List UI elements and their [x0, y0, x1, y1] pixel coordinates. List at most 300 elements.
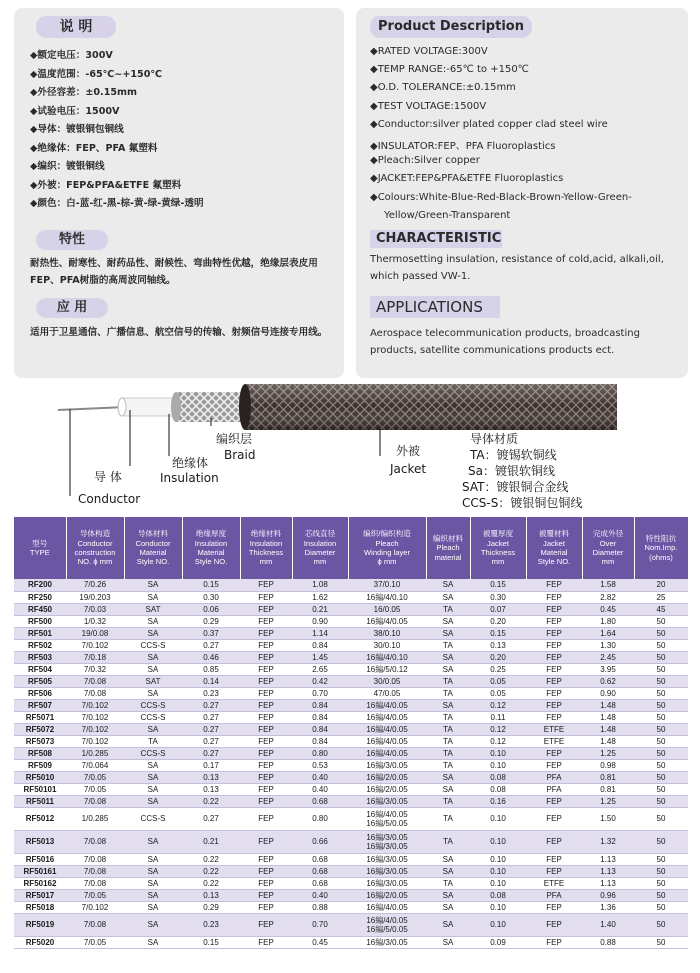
table-row: [14, 877, 688, 889]
column-header-line: Style NO.: [194, 557, 228, 567]
table-cell: RF5020: [14, 936, 66, 948]
table-cell: 7/0.26: [66, 579, 124, 591]
table-cell: 50: [634, 675, 688, 687]
table-cell: RF509: [14, 759, 66, 771]
table-cell: 50: [634, 865, 688, 877]
table-cell: FEP: [526, 807, 582, 830]
column-header-line: construction: [74, 548, 116, 557]
column-header: [66, 517, 124, 579]
table-cell-line: 16編/5/0.05: [366, 924, 408, 934]
table-cell: 1.62: [292, 591, 348, 603]
table-cell: FEP: [526, 936, 582, 948]
table-cell: TA: [426, 830, 470, 853]
table-cell: SA: [426, 699, 470, 711]
table-cell: 7/0.08: [66, 795, 124, 807]
table-cell: 0.81: [582, 783, 634, 795]
column-header-line: Pleach: [375, 538, 399, 548]
table-cell: 0.08: [470, 889, 526, 901]
table-cell: 16編/3/0.05: [348, 936, 426, 948]
table-cell: FEP: [526, 699, 582, 711]
table-cell: 47/0.05: [348, 687, 426, 699]
column-header-line: 绝缘厚度: [195, 529, 227, 539]
column-header-line: Insulation: [303, 538, 337, 548]
table-cell: 50: [634, 901, 688, 913]
table-cell: 0.13: [182, 783, 240, 795]
table-cell: RF500: [14, 615, 66, 627]
table-cell: PFA: [526, 771, 582, 783]
table-cell: SA: [124, 591, 182, 603]
table-cell: 0.21: [182, 830, 240, 853]
table-cell: 0.84: [292, 639, 348, 651]
table-cell: RF5071: [14, 711, 66, 723]
table-row: [14, 591, 688, 603]
table-cell: 0.20: [470, 615, 526, 627]
table-cell: FEP: [240, 663, 292, 675]
column-header-line: Diameter: [592, 548, 624, 557]
table-cell: FEP: [240, 807, 292, 830]
table-cell: RF5011: [14, 795, 66, 807]
table-cell: SA: [124, 627, 182, 639]
table-cell: 37/0.10: [348, 579, 426, 591]
table-cell: TA: [426, 675, 470, 687]
table-cell: 7/0.08: [66, 687, 124, 699]
table-cell: 1.08: [292, 579, 348, 591]
table-cell: 50: [634, 771, 688, 783]
table-cell: 50: [634, 783, 688, 795]
table-cell: 16編/2/0.05: [348, 889, 426, 901]
table-cell: 0.27: [182, 699, 240, 711]
insulation-label-en: Insulation: [160, 471, 219, 485]
column-header-line: 编织材料: [432, 533, 464, 543]
table-row: [14, 783, 688, 795]
table-row: [14, 865, 688, 877]
table-cell: SA: [426, 865, 470, 877]
column-header-line: 型号: [32, 538, 48, 548]
table-cell: 0.68: [292, 795, 348, 807]
jacket-label-en: Jacket: [390, 462, 427, 476]
column-header-line: NO. ϕ mm: [77, 557, 113, 567]
table-cell: SA: [426, 591, 470, 603]
material-item: CCS-S：镀银铜包铜线: [462, 496, 583, 510]
table-cell: 16編/5/0.12: [348, 663, 426, 675]
table-cell: FEP: [526, 759, 582, 771]
table-cell: TA: [426, 735, 470, 747]
table-cell: 0.10: [470, 830, 526, 853]
table-row: [14, 735, 688, 747]
en-spec-item: ◆TEST VOLTAGE:1500V: [370, 100, 487, 112]
cn-spec-item: ◆外被：FEP&PFA&ETFE 氟塑料: [30, 179, 182, 191]
table-row: [14, 615, 688, 627]
table-cell: 0.05: [470, 687, 526, 699]
table-cell: 0.10: [470, 865, 526, 877]
table-cell: FEP: [240, 735, 292, 747]
table-cell: 50: [634, 759, 688, 771]
table-cell: 16/0.05: [348, 603, 426, 615]
table-cell: 7/0.08: [66, 675, 124, 687]
table-cell: 30/0.05: [348, 675, 426, 687]
table-cell: 7/0.03: [66, 603, 124, 615]
table-cell: 0.37: [182, 627, 240, 639]
table-cell: 0.23: [182, 913, 240, 936]
column-header: [634, 517, 688, 579]
table-cell: 0.12: [470, 723, 526, 735]
table-cell: SA: [124, 687, 182, 699]
table-cell: 0.84: [292, 711, 348, 723]
column-header-line: 被覆厚度: [482, 529, 514, 539]
table-cell: 7/0.102: [66, 735, 124, 747]
table-cell: RF250: [14, 591, 66, 603]
cn-application-text: 适用于卫星通信、广播信息、航空信号的传输、射频信号连接专用线。: [30, 327, 328, 338]
table-cell: PFA: [526, 889, 582, 901]
table-cell: SA: [124, 877, 182, 889]
table-cell: CCS-S: [124, 699, 182, 711]
column-header-line: 完成外径: [592, 529, 624, 539]
table-cell: 7/0.05: [66, 771, 124, 783]
cn-characteristic-badge: 特性: [36, 230, 108, 250]
column-header-line: TYPE: [29, 548, 50, 557]
table-cell: RF504: [14, 663, 66, 675]
table-cell: FEP: [240, 687, 292, 699]
table-cell: SA: [124, 830, 182, 853]
table-cell: 0.10: [470, 759, 526, 771]
table-cell: SA: [426, 936, 470, 948]
table-row: [14, 627, 688, 639]
table-cell: 50: [634, 877, 688, 889]
table-cell: PFA: [526, 783, 582, 795]
table-cell: 0.90: [582, 687, 634, 699]
table-cell: 1.13: [582, 865, 634, 877]
table-cell: 0.16: [470, 795, 526, 807]
column-header: [240, 517, 292, 579]
cn-application-badge: 应 用: [36, 298, 108, 318]
table-cell: 1.48: [582, 711, 634, 723]
table-cell: RF50101: [14, 783, 66, 795]
table-cell: 0.42: [292, 675, 348, 687]
table-row: [14, 830, 688, 853]
table-cell: FEP: [526, 830, 582, 853]
braid-layer: [176, 392, 248, 422]
en-spec-item: ◆TEMP RANGE:-65℃ to +150℃: [370, 64, 529, 76]
table-cell: FEP: [526, 579, 582, 591]
table-cell: CCS-S: [124, 807, 182, 830]
table-cell: 0.10: [470, 877, 526, 889]
column-header-line: Over: [599, 538, 617, 548]
table-cell: FEP: [240, 723, 292, 735]
table-cell: FEP: [526, 663, 582, 675]
column-header-line: Conductor: [77, 538, 113, 548]
table-cell: FEP: [240, 783, 292, 795]
table-cell: 0.66: [292, 830, 348, 853]
column-header: [426, 517, 470, 579]
table-cell: FEP: [526, 711, 582, 723]
en-characteristic-text: Thermosetting insulation, resistance of cold,acid, alkali,oil, which passed VW-1.: [370, 254, 664, 282]
table-row: [14, 913, 688, 936]
en-spec-item: ◆JACKET:FEP&PFA&ETFE Fluoroplastics: [370, 173, 564, 185]
table-cell: 0.62: [582, 675, 634, 687]
column-header: [182, 517, 240, 579]
column-header-line: Conductor: [135, 538, 171, 548]
table-cell: SA: [124, 771, 182, 783]
table-cell: SA: [124, 615, 182, 627]
table-cell: 7/0.05: [66, 936, 124, 948]
table-cell: FEP: [240, 639, 292, 651]
table-cell: 0.30: [182, 591, 240, 603]
table-cell: 0.10: [470, 747, 526, 759]
column-header-line: 芯线直径: [304, 529, 336, 539]
table-cell: SA: [426, 651, 470, 663]
table-cell: 50: [634, 795, 688, 807]
table-cell: 1.13: [582, 853, 634, 865]
table-cell: 2.65: [292, 663, 348, 675]
column-header-line: 导体材料: [137, 529, 169, 539]
column-header-line: mm: [491, 557, 505, 567]
table-cell: 7/0.064: [66, 759, 124, 771]
column-header-line: 导体构造: [79, 529, 111, 539]
table-cell: 19/0.203: [66, 591, 124, 603]
table-cell: 0.12: [470, 699, 526, 711]
cn-spec-item: ◆外径容差：±0.15mm: [30, 87, 138, 98]
column-header-line: Diameter: [304, 548, 336, 557]
table-cell: SAT: [124, 675, 182, 687]
table-cell: 16編/4/0.05: [348, 711, 426, 723]
column-header-line: (ohms): [649, 552, 673, 562]
column-header-line: Style NO.: [537, 557, 571, 567]
table-cell: 50: [634, 807, 688, 830]
table-row: [14, 579, 688, 591]
en-spec-item: Yellow/Green-Transparent: [384, 209, 511, 221]
table-cell: SA: [124, 865, 182, 877]
table-row: [14, 901, 688, 913]
table-cell: 7/0.102: [66, 723, 124, 735]
table-cell: 0.15: [470, 627, 526, 639]
en-spec-item: ◆RATED VOLTAGE:300V: [370, 46, 488, 57]
table-row: [14, 663, 688, 675]
table-cell: 16編/4/0.05: [348, 747, 426, 759]
table-row: [14, 771, 688, 783]
table-cell: 50: [634, 747, 688, 759]
table-cell: 0.20: [470, 651, 526, 663]
table-cell: FEP: [526, 795, 582, 807]
table-cell: FEP: [240, 877, 292, 889]
table-row: [14, 889, 688, 901]
table-cell: 7/0.102: [66, 639, 124, 651]
table-cell: SA: [426, 783, 470, 795]
table-cell: 50: [634, 651, 688, 663]
table-cell: FEP: [526, 747, 582, 759]
table-cell: SA: [124, 651, 182, 663]
table-cell: 1.25: [582, 795, 634, 807]
column-header: [348, 517, 426, 579]
table-cell: SA: [426, 663, 470, 675]
column-header-line: mm: [601, 557, 615, 567]
en-spec-item: ◆O.D. TOLERANCE:±0.15mm: [370, 82, 516, 94]
table-cell: CCS-S: [124, 639, 182, 651]
spec-table: [14, 517, 689, 949]
table-cell: 50: [634, 889, 688, 901]
cn-spec-item: ◆额定电压：300V: [30, 50, 113, 61]
table-cell: 0.10: [470, 853, 526, 865]
table-cell: 16編/3/0.05: [348, 877, 426, 889]
table-cell: 1.48: [582, 735, 634, 747]
table-cell: 1.40: [582, 913, 634, 936]
table-cell: SA: [426, 627, 470, 639]
table-cell: CCS-S: [124, 711, 182, 723]
column-header-line: Jacket: [543, 538, 565, 548]
table-cell: RF5073: [14, 735, 66, 747]
table-cell: FEP: [240, 795, 292, 807]
table-cell: 1.32: [582, 830, 634, 853]
table-cell: 30/0.10: [348, 639, 426, 651]
table-cell: SA: [426, 913, 470, 936]
insulation-label-cn: 绝缘体: [172, 456, 209, 470]
table-cell: 0.70: [292, 913, 348, 936]
column-header-line: Winding layer: [363, 548, 410, 557]
cn-characteristic-text: 耐热性、耐寒性、耐药品性、耐候性、弯曲特性优越，绝缘层表皮用FEP、PFA树脂的高周波同轴线。: [30, 258, 318, 286]
table-cell: FEP: [240, 651, 292, 663]
table-cell: 1.45: [292, 651, 348, 663]
table-cell: 1.48: [582, 699, 634, 711]
material-item: SAT：镀银铜合金线: [462, 480, 569, 494]
table-cell: 0.13: [182, 889, 240, 901]
table-cell: FEP: [240, 913, 292, 936]
table-cell: 50: [634, 913, 688, 936]
table-cell: 16編/4/0.10: [348, 591, 426, 603]
braid-label-en: Braid: [224, 448, 256, 462]
cable-cross-section-diagram: [0, 378, 700, 513]
table-cell: 0.84: [292, 735, 348, 747]
table-cell: 0.90: [292, 615, 348, 627]
table-cell: FEP: [526, 603, 582, 615]
table-cell: 0.08: [470, 771, 526, 783]
table-cell: 0.11: [470, 711, 526, 723]
english-description-panel: [356, 8, 688, 378]
table-row: [14, 651, 688, 663]
conductor-label-en: Conductor: [78, 492, 141, 506]
table-cell-line: 16編/3/0.05: [366, 832, 408, 842]
table-cell: RF505: [14, 675, 66, 687]
table-cell: 16編/4/0.05: [348, 615, 426, 627]
table-cell: RF5017: [14, 889, 66, 901]
table-cell: FEP: [240, 771, 292, 783]
table-cell: RF5013: [14, 830, 66, 853]
table-cell: SA: [426, 853, 470, 865]
table-cell: 16編/3/0.05: [348, 795, 426, 807]
table-cell: ETFE: [526, 723, 582, 735]
table-cell: SA: [426, 901, 470, 913]
table-row: [14, 807, 688, 830]
table-cell: 50: [634, 639, 688, 651]
table-cell: 0.29: [182, 901, 240, 913]
table-cell: RF5010: [14, 771, 66, 783]
table-cell: 0.96: [582, 889, 634, 901]
table-cell: 45: [634, 603, 688, 615]
table-cell: TA: [426, 795, 470, 807]
table-cell: 20: [634, 579, 688, 591]
table-cell: 7/0.05: [66, 889, 124, 901]
column-header-line: mm: [313, 557, 327, 567]
table-cell: 50: [634, 830, 688, 853]
table-cell: RF5018: [14, 901, 66, 913]
column-header-line: Nom.Imp.: [644, 543, 678, 553]
table-cell: SA: [124, 901, 182, 913]
column-header-line: Pleach: [436, 543, 460, 553]
table-cell: 16編/4/0.05: [348, 901, 426, 913]
table-cell: 0.05: [470, 675, 526, 687]
table-cell: TA: [426, 603, 470, 615]
column-header: [582, 517, 634, 579]
table-cell: 0.81: [582, 771, 634, 783]
table-cell: FEP: [526, 675, 582, 687]
table-cell: RF502: [14, 639, 66, 651]
table-cell: SA: [124, 913, 182, 936]
table-cell: [348, 807, 426, 830]
table-cell: 50: [634, 699, 688, 711]
table-cell: [348, 913, 426, 936]
table-cell: RF5012: [14, 807, 66, 830]
table-cell: FEP: [526, 865, 582, 877]
table-cell: FEP: [526, 853, 582, 865]
table-cell: 7/0.05: [66, 783, 124, 795]
table-cell: TA: [426, 759, 470, 771]
table-cell: 0.45: [292, 936, 348, 948]
table-cell: 16編/3/0.05: [348, 759, 426, 771]
table-cell: RF50161: [14, 865, 66, 877]
table-cell: 50: [634, 711, 688, 723]
table-cell: 1.50: [582, 807, 634, 830]
table-cell: SA: [124, 795, 182, 807]
table-cell: FEP: [240, 936, 292, 948]
table-cell: 7/0.18: [66, 651, 124, 663]
table-cell: TA: [426, 747, 470, 759]
table-cell: 0.10: [470, 807, 526, 830]
table-cell: FEP: [240, 699, 292, 711]
table-cell: SA: [426, 579, 470, 591]
table-cell: 7/0.08: [66, 913, 124, 936]
table-cell: 0.15: [470, 579, 526, 591]
cn-spec-item: ◆颜色：白-蓝-红-黑-棕-黄-绿-黄绿-透明: [30, 198, 204, 209]
table-cell: SA: [124, 936, 182, 948]
table-cell: 7/0.08: [66, 865, 124, 877]
table-cell: 1.36: [582, 901, 634, 913]
column-header-line: Material: [139, 548, 167, 557]
table-cell: 50: [634, 853, 688, 865]
table-cell: 0.22: [182, 853, 240, 865]
table-cell: 0.40: [292, 771, 348, 783]
table-cell: 16編/4/0.05: [348, 735, 426, 747]
table-cell: 16編/3/0.05: [348, 853, 426, 865]
table-cell: FEP: [240, 711, 292, 723]
table-cell: FEP: [526, 901, 582, 913]
table-cell: TA: [426, 687, 470, 699]
table-cell: FEP: [526, 651, 582, 663]
table-cell: ETFE: [526, 877, 582, 889]
column-header-line: Thickness: [248, 548, 284, 557]
table-cell: 0.10: [470, 901, 526, 913]
column-header-line: Style NO.: [136, 557, 170, 567]
column-header-line: 绝缘材料: [250, 529, 282, 539]
table-row: [14, 699, 688, 711]
column-header: [14, 517, 66, 579]
table-cell: FEP: [526, 615, 582, 627]
cn-spec-item: ◆温度范围：-65℃~+150℃: [30, 68, 163, 80]
table-cell: FEP: [240, 901, 292, 913]
table-cell: 0.68: [292, 865, 348, 877]
table-cell: 7/0.102: [66, 699, 124, 711]
table-cell: 50: [634, 735, 688, 747]
table-cell: FEP: [526, 627, 582, 639]
table-cell: 0.22: [182, 795, 240, 807]
table-cell: SA: [124, 663, 182, 675]
